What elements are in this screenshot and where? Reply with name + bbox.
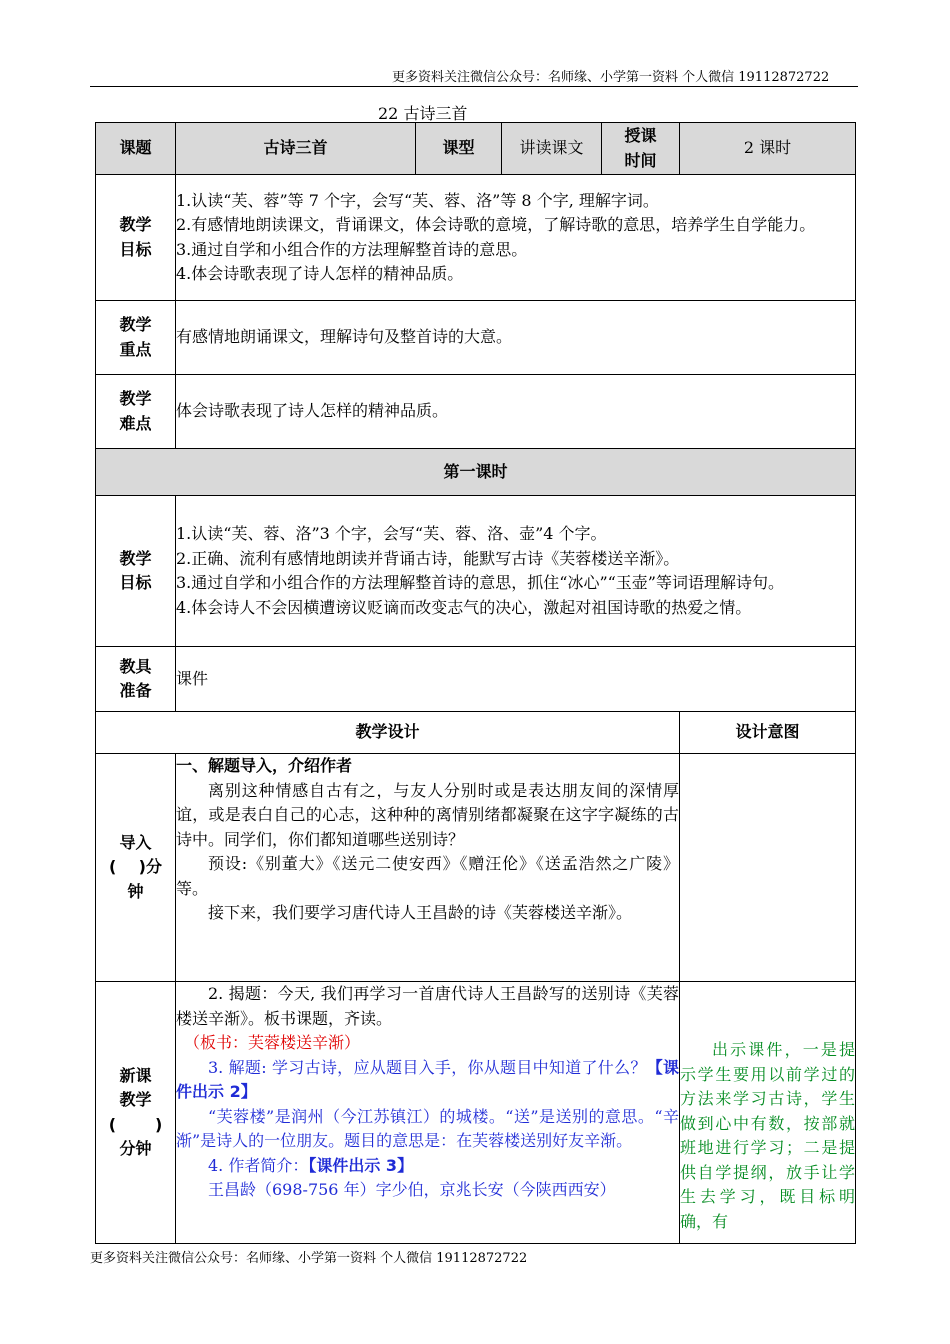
courseware-tag: 【课件出示 2】 [176, 1057, 679, 1101]
tools-label [96, 647, 176, 712]
label-line: 新课 [119, 1065, 152, 1085]
newlesson-paragraph: “芙蓉楼”是润州（今江苏镇江）的城楼。“送”是送别的意思。“辛渐”是诗人的一位朋友。题目的意思是：在芙蓉楼送别好友辛渐。 [176, 1106, 679, 1150]
label-line: 教学 [119, 215, 152, 234]
key-points-row [96, 301, 856, 375]
lesson1-heading-row [96, 449, 856, 496]
intro-row [96, 754, 856, 982]
design-header-row [96, 712, 856, 754]
paragraph-text: 4. 作者简介： [208, 1155, 309, 1175]
goal-item: 3.通过自学和小组合作的方法理解整首诗的意思。 [176, 239, 528, 259]
courseware-tag: 【课件出示 3】 [308, 1155, 414, 1175]
topic-label: 课题 [96, 123, 176, 175]
label-line: 目标 [119, 573, 152, 592]
goal-item: 2.有感情地朗读课文，背诵课文，体会诗歌的意境，了解诗歌的意思，培养学生自学能力。 [176, 215, 816, 234]
intro-intent [680, 754, 856, 982]
difficulties-label [96, 375, 176, 449]
newlesson-paragraph: 王昌龄（698-756 年）字少伯，京兆长安（今陕西西安） [208, 1180, 616, 1199]
label-line: 目标 [119, 239, 152, 259]
label-line: 教具 [119, 656, 152, 676]
label-line: 难点 [119, 413, 152, 433]
tools-row [96, 647, 856, 712]
label-line: ( )分 [109, 857, 162, 877]
goal-item: 4.体会诗歌表现了诗人怎样的精神品质。 [176, 264, 464, 283]
newlesson-label [96, 982, 176, 1244]
intro-paragraph: 预设:《别董大》《送元二使安西》《赠汪伦》《送孟浩然之广陵》等。 [176, 854, 679, 898]
intro-heading: 一、解题导入，介绍作者 [176, 756, 353, 775]
newlesson-intent [680, 982, 856, 1244]
label-line: 准备 [119, 681, 152, 700]
header-rule [90, 86, 858, 87]
key-points-text: 有感情地朗诵课文，理解诗句及整首诗的大意。 [176, 301, 856, 375]
newlesson-content [176, 982, 680, 1244]
intro-paragraph: 离别这种情感自古有之，与友人分别时或是表达朋友间的深情厚谊，或是表白自己的心志，这种种的离情别绪都凝聚在这字字凝练的古诗中。同学们，你们都知道哪些送别诗？ [176, 780, 679, 849]
overall-goals-content [176, 175, 856, 301]
paragraph-text: 3. 解题: 学习古诗，应从题目入手，你从题目中知道了什么？ [208, 1057, 647, 1077]
label-line: 重点 [119, 339, 152, 359]
topic-value: 古诗三首 [176, 123, 416, 175]
newlesson-paragraph [176, 1056, 679, 1105]
label-line: 导入 [119, 832, 152, 852]
label-line: 教学 [119, 548, 152, 568]
label-line: 教学 [119, 1090, 152, 1109]
newlesson-paragraph: 2. 揭题：今天, 我们再学习一首唐代诗人王昌龄写的送别诗《芙蓉楼送辛渐》。板书课题，齐读。 [176, 984, 679, 1028]
goal-item: 1.认读“芙、蓉”等 7 个字，会写“芙、蓉、洛”等 8 个字, 理解字词。 [176, 190, 659, 210]
time-label-line2: 时间 [624, 150, 657, 170]
page-header: 更多资料关注微信公众号：名师缘、小学第一资料 个人微信 19112872722 [392, 70, 830, 85]
label-line: 钟 [127, 881, 144, 901]
type-value: 讲读课文 [502, 123, 602, 175]
time-label-line1: 授课 [624, 126, 657, 145]
label-line: 教学 [119, 315, 152, 334]
document-title: 22 古诗三首 [378, 104, 468, 123]
info-row [96, 123, 856, 175]
label-line: ( ) [108, 1114, 163, 1134]
board-note: （板书：芙蓉楼送辛渐） [184, 1033, 361, 1052]
overall-goals-label [96, 175, 176, 301]
intro-paragraph: 接下来，我们要学习唐代诗人王昌龄的诗《芙蓉楼送辛渐》。 [208, 903, 633, 922]
time-value: 2 课时 [680, 123, 856, 175]
goal-item: 1.认读“芙、蓉、洛”3 个字，会写“芙、蓉、洛、壶”4 个字。 [176, 524, 607, 543]
label-line: 教学 [119, 389, 152, 408]
time-label [602, 123, 680, 175]
intro-label [96, 754, 176, 982]
goal-item: 4.体会诗人不会因横遭谤议贬谪而改变志气的决心，激起对祖国诗歌的热爱之情。 [176, 597, 752, 617]
difficulties-text: 体会诗歌表现了诗人怎样的精神品质。 [176, 375, 856, 449]
intent-label: 设计意图 [680, 712, 856, 754]
tools-text: 课件 [176, 647, 856, 712]
goal-item: 2.正确、流利有感情地朗读并背诵古诗，能默写古诗《芙蓉楼送辛渐》。 [176, 548, 680, 568]
difficulties-row [96, 375, 856, 449]
key-points-label [96, 301, 176, 375]
type-label: 课型 [416, 123, 502, 175]
intent-text: 出示课件，一是提示学生要用以前学过的方法来学习古诗，学生做到心中有数，按部就班地进行学习；二是提供自学提纲，放手让学生去学习，既目标明确，有 [680, 1040, 855, 1231]
intro-content [176, 754, 680, 982]
label-line: 分钟 [119, 1139, 152, 1158]
lesson1-goals-content [176, 496, 856, 647]
page-footer: 更多资料关注微信公众号：名师缘、小学第一资料 个人微信 19112872722 [90, 1251, 528, 1266]
newlesson-row [96, 982, 856, 1244]
lesson1-heading: 第一课时 [96, 449, 856, 496]
design-label: 教学设计 [96, 712, 680, 754]
lesson-plan-table [95, 122, 856, 1244]
lesson1-goals-row [96, 496, 856, 647]
lesson1-goals-label [96, 496, 176, 647]
overall-goals-row [96, 175, 856, 301]
goal-item: 3.通过自学和小组合作的方法理解整首诗的意思，抓住“冰心”“玉壶”等词语理解诗句。 [176, 573, 784, 592]
newlesson-paragraph [176, 1154, 679, 1179]
